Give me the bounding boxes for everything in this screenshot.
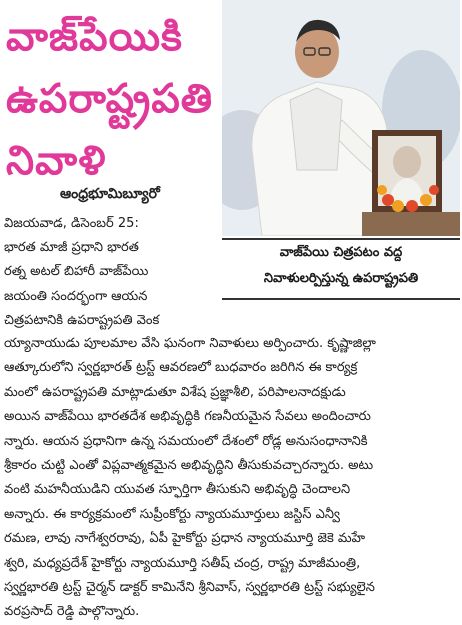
headline-line-3: నివాళి	[6, 138, 107, 184]
body-line: శ్వరి, మధ్యప్రదేశ్ హైకోర్టు న్యాయమూర్తి సతీష్ చంద్ర, రాష్ట్ర మాజీమంత్రి,	[4, 555, 361, 571]
body-line: స్వర్ణభారతి ట్రస్ట్ చైర్మన్ డాక్టర్ కామినేని శ్రీనివాస్, స్వర్ణభారతి ట్రస్ట్ సభ్యులైన	[4, 580, 375, 596]
dateline: విజయవాడ, డిసెంబర్ 25:	[4, 216, 139, 231]
news-photo-illustration	[222, 0, 460, 236]
body-line: జయంతి సందర్భంగా ఆయన	[4, 288, 148, 304]
body-line: రమణ, లావు నాగేశ్వరరావు, ఏపీ హైకోర్టు ప్రధాన న్యాయమూర్తి జెకె మహే	[4, 531, 366, 547]
body-line: న్నారు. ఆయన ప్రధానిగా ఉన్న సమయంలో దేశంలో రోడ్ల అనుసంధానానికి	[4, 433, 368, 449]
news-photo	[222, 0, 460, 236]
body-line: చిత్రపటానికి ఉపరాష్ట్రపతి వెంక	[4, 312, 160, 328]
body-line: య్యానాయుడు పూలమాల వేసి ఘనంగా నివాళులు అర్పించారు. కృష్ణాజిల్లా	[4, 336, 376, 351]
body-line: వరప్రసాద్ రెడ్డి పాల్గొన్నారు.	[4, 604, 140, 620]
caption-line-2: నివాళులర్పిస్తున్న ఉపరాష్ట్రపతి	[263, 271, 419, 286]
caption-line-1: వాజ్‌పేయి చిత్రపటం వద్ద	[279, 245, 403, 260]
headline	[6, 6, 221, 192]
body-line: వంటి మహనీయుడిని యువత స్ఫూర్తిగా తీసుకుని అభివృద్ధి చెందాలని	[4, 482, 351, 498]
body-line: శ్రీకారం చుట్టి ఎంతో విప్లవాత్మకమైన అభివృద్ధిని తీసుకువచ్చారన్నారు. అటు	[4, 458, 374, 474]
body-line: మంలో ఉపరాష్ట్రపతి మాట్లాడుతూ విశేష ప్రజ్ఞాశీలి, పరిపాలనాదక్షుడు	[4, 384, 346, 400]
headline-line-1: వాజ్‌పేయికి	[6, 14, 183, 60]
article-narrow-column	[4, 212, 218, 333]
body-line: భారత మాజీ ప్రధాని భారత	[4, 240, 139, 256]
body-line: అయిన వాజ్‌పేయి భారతదేశ అభివృద్ధికి గణనీయమైన సేవలు అందించారు	[4, 409, 371, 425]
body-line: ఆత్కూరులోని స్వర్ణభారత్ ట్రస్ట్ ఆవరణలో బుధవారం జరిగిన ఈ కార్యక్ర	[4, 360, 358, 376]
body-line: రత్న అటల్ బిహారీ వాజ్‌పేయి	[4, 264, 149, 280]
article-wide-column	[4, 332, 460, 625]
photo-caption	[222, 238, 460, 300]
headline-line-2: ఉపరాష్ట్రపతి	[6, 76, 214, 122]
body-line: అన్నారు. ఈ కార్యక్రమంలో సుప్రీంకోర్టు న్యాయమూర్తులు జస్టిస్ ఎన్వీ	[4, 506, 340, 522]
byline: ఆంధ్రభూమిబ్యూరో	[60, 186, 160, 202]
